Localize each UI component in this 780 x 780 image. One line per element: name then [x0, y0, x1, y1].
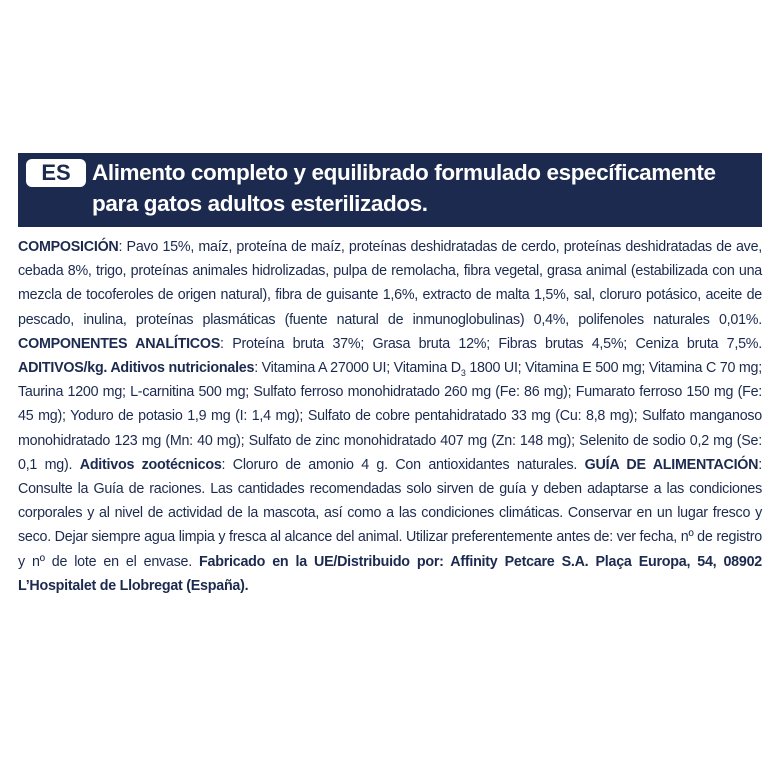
- composicion-text: : Pavo 15%, maíz, proteína de maíz, proteínas deshidratadas de cerdo, proteínas deshidratadas de ave, cebada 8%, trigo, proteínas animales hidrolizadas, pulpa de remolacha, fibra vegetal, grasa animal (estabilizada con una mezcla de tocoferoles de origen natural), fibra de guisante 1,6%, extracto de malta 1,5%, sal, cloruro potásico, aceite de pescado, inulina, proteínas plasmáticas (fuente natural de inmunoglobulinas) 0,4%, polifenoles naturales 0,01%.: [18, 239, 762, 328]
- title-line-1: Alimento completo y equilibrado formulado específicamente: [92, 160, 716, 185]
- label-body-text: [18, 235, 762, 598]
- language-code-badge: ES: [26, 159, 86, 187]
- analiticos-heading: COMPONENTES ANALÍTICOS: [18, 335, 221, 352]
- aditivos-text-a: : Vitamina A 27000 UI; Vitamina D: [254, 360, 461, 377]
- analiticos-text: : Proteína bruta 37%; Grasa bruta 12%; Fibras brutas 4,5%; Ceniza bruta 7,5%.: [220, 335, 762, 352]
- aditivos-heading: ADITIVOS/kg. Aditivos nutricionales: [18, 360, 255, 377]
- vitamin-d-subscript: 3: [460, 367, 466, 378]
- manufacturer-text: Fabricado en la UE/Distribuido por: Affinity Petcare S.A. Plaça Europa, 54, 08902 L’Hospitalet de Llobregat (España).: [18, 553, 762, 594]
- aditivos-text-b: 1800 UI; Vitamina E 500 mg; Vitamina C 70 mg; Taurina 1200 mg; L-carnitina 500 mg; Sulfato ferroso monohidratado 260 mg (Fe: 86 mg); Fumarato ferroso 150 mg (Fe: 45 mg); Yoduro de potasio 1,9 mg (I: 1,4 mg); Sulfato de cobre pentahidratado 33 mg (Cu: 8,8 mg); Sulfato manganoso monohidratado 123 mg (Mn: 40 mg); Sulfato de zinc monohidratado 407 mg (Zn: 148 mg); Selenito de sodio 0,2 mg (Se: 0,1 mg).: [18, 360, 762, 473]
- language-banner: [18, 153, 762, 227]
- guia-heading: GUÍA DE ALIMENTACIÓN: [584, 456, 759, 473]
- zootecnicos-heading: Aditivos zootécnicos: [79, 456, 222, 473]
- guia-text: : Consulte la Guía de raciones. Las cantidades recomendadas solo sirven de guía y deben adaptarse a las condiciones corporales y al nivel de actividad de la mascota, así como a las condiciones climáticas. Conservar en un lugar fresco y seco. Dejar siempre agua limpia y fresca al alcance del animal. Utilizar preferentemente antes de: ver fecha, nº de registro y nº de lote en el envase.: [18, 456, 762, 570]
- title-line-2: para gatos adultos esterilizados.: [92, 191, 428, 216]
- zootecnicos-text: : Cloruro de amonio 4 g. Con antioxidantes naturales.: [221, 456, 585, 473]
- composicion-heading: COMPOSICIÓN: [18, 239, 119, 255]
- product-description-title: [92, 157, 742, 219]
